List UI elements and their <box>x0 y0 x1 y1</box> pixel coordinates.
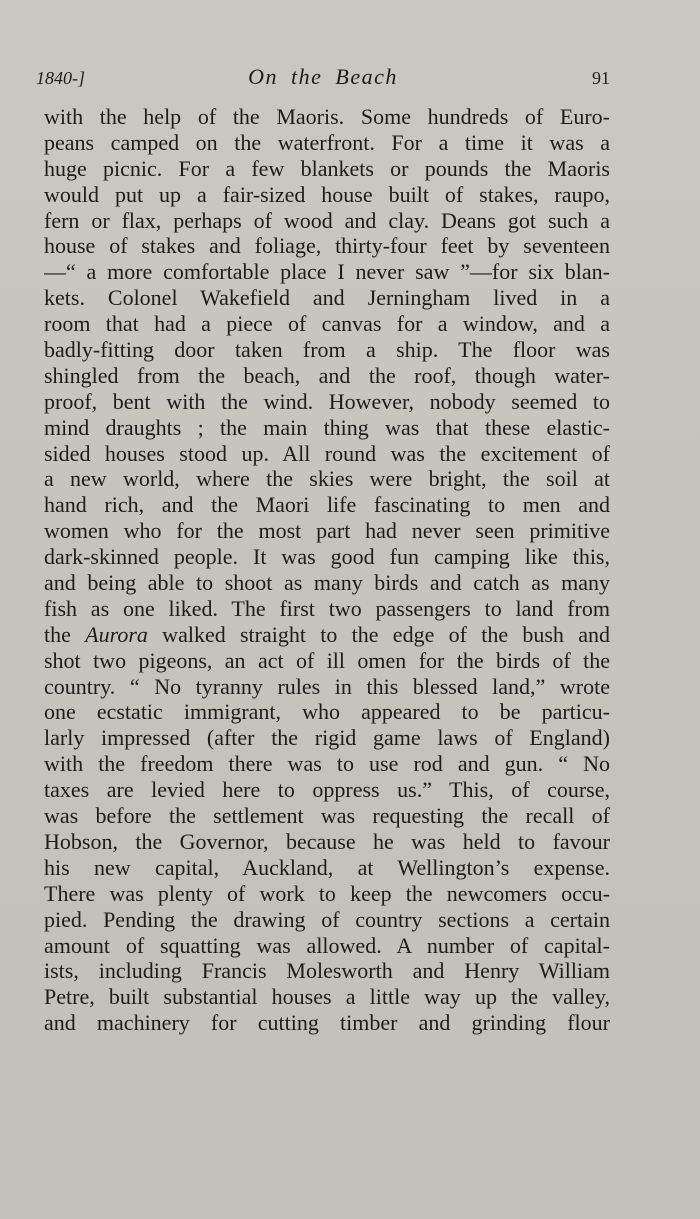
text-line-content: with the freedom there was to use rod and gun. “ No <box>44 751 610 777</box>
text-line-content: the <box>44 621 86 647</box>
text-line <box>44 777 610 803</box>
text-line-content: Petre, built substantial houses a little way up the valley, <box>44 984 610 1010</box>
text-line-content: a new world, where the skies were bright, the soil at <box>44 466 610 492</box>
text-line <box>44 466 610 492</box>
text-line <box>44 389 610 415</box>
text-line-content: one ecstatic immigrant, who appeared to be particu- <box>44 699 610 725</box>
text-line-content: Hobson, the Governor, because he was held to favour <box>44 828 610 854</box>
text-line-content: amount of squatting was allowed. A number of capital- <box>44 932 610 958</box>
text-line <box>44 156 610 182</box>
text-line-continuation: walked straight to the edge of the bush and <box>147 621 610 647</box>
text-line <box>44 570 610 596</box>
running-head-title: On the Beach <box>248 64 398 89</box>
text-line-content: and being able to shoot as many birds and catch as many <box>44 570 610 596</box>
text-line-content: shot two pigeons, an act of ill omen for the birds of the <box>44 647 610 673</box>
text-line-content: was before the settlement was requesting the recall of <box>44 803 610 829</box>
text-line <box>44 492 610 518</box>
text-line <box>44 648 610 674</box>
text-line-content: fish as one liked. The first two passengers to land from <box>44 595 610 621</box>
text-line <box>44 441 610 467</box>
text-line <box>44 544 610 570</box>
text-line <box>44 208 610 234</box>
text-line <box>44 259 610 285</box>
text-line-content: —“ a more comfortable place I never saw ”—for six blan- <box>44 259 610 285</box>
text-line <box>44 363 610 389</box>
text-line <box>44 933 610 959</box>
ship-name: Aurora <box>85 621 148 647</box>
text-line <box>44 1010 610 1036</box>
text-line <box>44 285 610 311</box>
text-line-content: ists, including Francis Molesworth and Henry William <box>44 958 610 984</box>
text-line <box>44 984 610 1010</box>
text-line <box>44 958 610 984</box>
text-line-content: country. “ No tyranny rules in this blessed land,” wrote <box>44 673 610 699</box>
text-line-content: peans camped on the waterfront. For a time it was a <box>44 129 610 155</box>
text-line-content: pied. Pending the drawing of country sections a certain <box>44 906 610 932</box>
text-line-content: proof, bent with the wind. However, nobody seemed to <box>44 388 610 414</box>
running-head-year: 1840-] <box>36 68 85 88</box>
text-line-content: would put up a fair-sized house built of stakes, raupo, <box>44 181 610 207</box>
text-line <box>44 518 610 544</box>
text-line-content: larly impressed (after the rigid game laws of England) <box>44 725 610 751</box>
text-line-content: room that had a piece of canvas for a window, and a <box>44 311 610 337</box>
text-line <box>44 674 610 700</box>
text-line <box>44 311 610 337</box>
text-line-content: hand rich, and the Maori life fascinating to men and <box>44 492 610 518</box>
text-line-content: kets. Colonel Wakefield and Jerningham lived in a <box>44 285 610 311</box>
text-line-content: shingled from the beach, and the roof, though water- <box>44 362 610 388</box>
text-line <box>44 881 610 907</box>
text-line-content: his new capital, Auckland, at Wellington’s expense. <box>44 854 610 880</box>
text-line <box>44 829 610 855</box>
text-line <box>44 855 610 881</box>
text-line <box>44 182 610 208</box>
text-line-content: women who for the most part had never seen primitive <box>44 518 610 544</box>
text-line <box>44 699 610 725</box>
text-line <box>44 907 610 933</box>
text-line-content: with the help of the Maoris. Some hundreds of Euro- <box>44 104 610 129</box>
text-line <box>44 415 610 441</box>
text-line <box>44 622 610 648</box>
text-line-content: fern or flax, perhaps of wood and clay. Deans got such a <box>44 207 610 233</box>
text-line <box>44 130 610 156</box>
text-line-content: There was plenty of work to keep the newcomers occu- <box>44 880 610 906</box>
text-line <box>44 803 610 829</box>
page-number: 91 <box>592 68 610 88</box>
text-line <box>44 725 610 751</box>
text-line <box>44 751 610 777</box>
body-text <box>44 104 610 1036</box>
text-line <box>44 104 610 130</box>
text-line-content: huge picnic. For a few blankets or pounds the Maoris <box>44 155 610 181</box>
text-line-content: and machinery for cutting timber and grinding flour <box>44 1010 610 1036</box>
text-line <box>44 596 610 622</box>
text-line-content: sided houses stood up. All round was the excitement of <box>44 440 610 466</box>
text-line <box>44 233 610 259</box>
text-line-content: badly-fitting door taken from a ship. The floor was <box>44 337 610 363</box>
text-line-content: taxes are levied here to oppress us.” This, of course, <box>44 777 610 803</box>
text-line-content: mind draughts ; the main thing was that these elastic- <box>44 414 610 440</box>
text-line <box>44 337 610 363</box>
text-line-content: dark-skinned people. It was good fun camping like this, <box>44 544 610 570</box>
text-line-content: house of stakes and foliage, thirty-four feet by seventeen <box>44 233 610 259</box>
running-head <box>36 64 610 92</box>
